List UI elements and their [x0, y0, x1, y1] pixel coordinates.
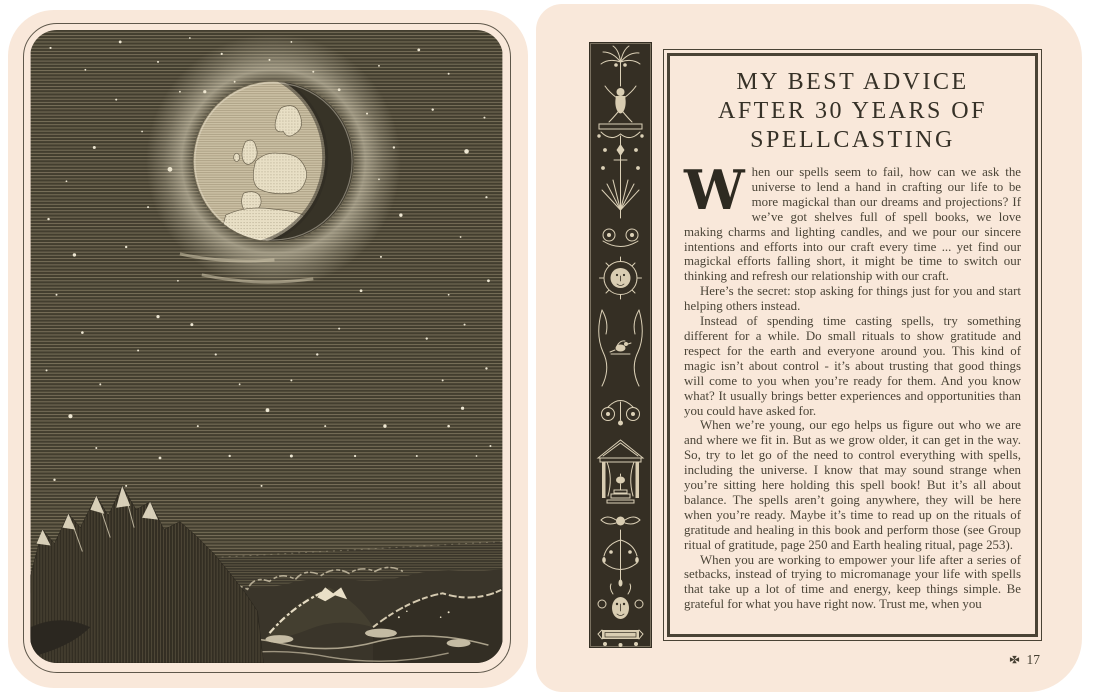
- page-footer: [1009, 652, 1041, 668]
- body-paragraph: Here’s the secret: stop asking for things just for you and start helping others instead.: [684, 284, 1021, 314]
- page-title: [684, 68, 1021, 155]
- body-paragraph: [684, 158, 1021, 284]
- title-line: MY BEST ADVICE: [736, 69, 969, 95]
- article: [667, 53, 1038, 637]
- maltese-cross-icon: [1009, 655, 1020, 666]
- body-paragraph: When we’re young, our ego helps us figure out who we are and where we fit in. But as we grow older, it can get in the way. So, try to let go of the need to control everything with spells, including the universe. I know that may sound strange when you’re sitting here holding this spell book! But it’s all about balance. The spells aren’t going anywhere, they will be here when you’re ready. Maybe it’s time to read up on the rituals of gratitude and healing in this book and perform those (see Group ritual of gratitude, page 250 and Earth healing ritual, page 253).: [684, 418, 1021, 552]
- article-border: [663, 49, 1042, 641]
- earth-over-stormy-sea-engraving-icon: [30, 30, 503, 663]
- title-line: AFTER 30 YEARS OF: [718, 98, 987, 124]
- page-number: 17: [1026, 652, 1040, 667]
- body-paragraph: Instead of spending time casting spells, try something different for a while. Do small rituals to show gratitude and respect for the earth and everyone around you. This kind of magic isn’t about control - it’s about trusting that good things will come to you when you’re ready for them. And you know what? It usually brings better experiences and opportunities than you could have asked for.: [684, 314, 1021, 418]
- title-line: SPELLCASTING: [750, 127, 955, 153]
- grotesque-ornament-panel-icon: [589, 42, 652, 648]
- left-page: [8, 10, 528, 688]
- paragraph-text: hen our spells seem to fail, how can we ask the universe to lend a hand in crafting our life to be more magickal than our dreams and projections? If we’ve got shelves full of spell books, we love making charms and lighting candles, and we pour our sincere intentions and efforts into our craft every time ... yet find our magickal efforts falling short, it might be time to switch our thinking and refresh our relationship with our craft.: [684, 165, 1021, 284]
- illustration-frame: [23, 23, 511, 673]
- right-page: [536, 4, 1082, 692]
- body-paragraph: When you are working to empower your life after a series of setbacks, instead of trying to micromanage your life with spells that take up a lot of time and energy, keep things simple. Be grateful for what you have right now. Trust me, when you: [684, 552, 1021, 612]
- drop-cap: W: [684, 158, 745, 222]
